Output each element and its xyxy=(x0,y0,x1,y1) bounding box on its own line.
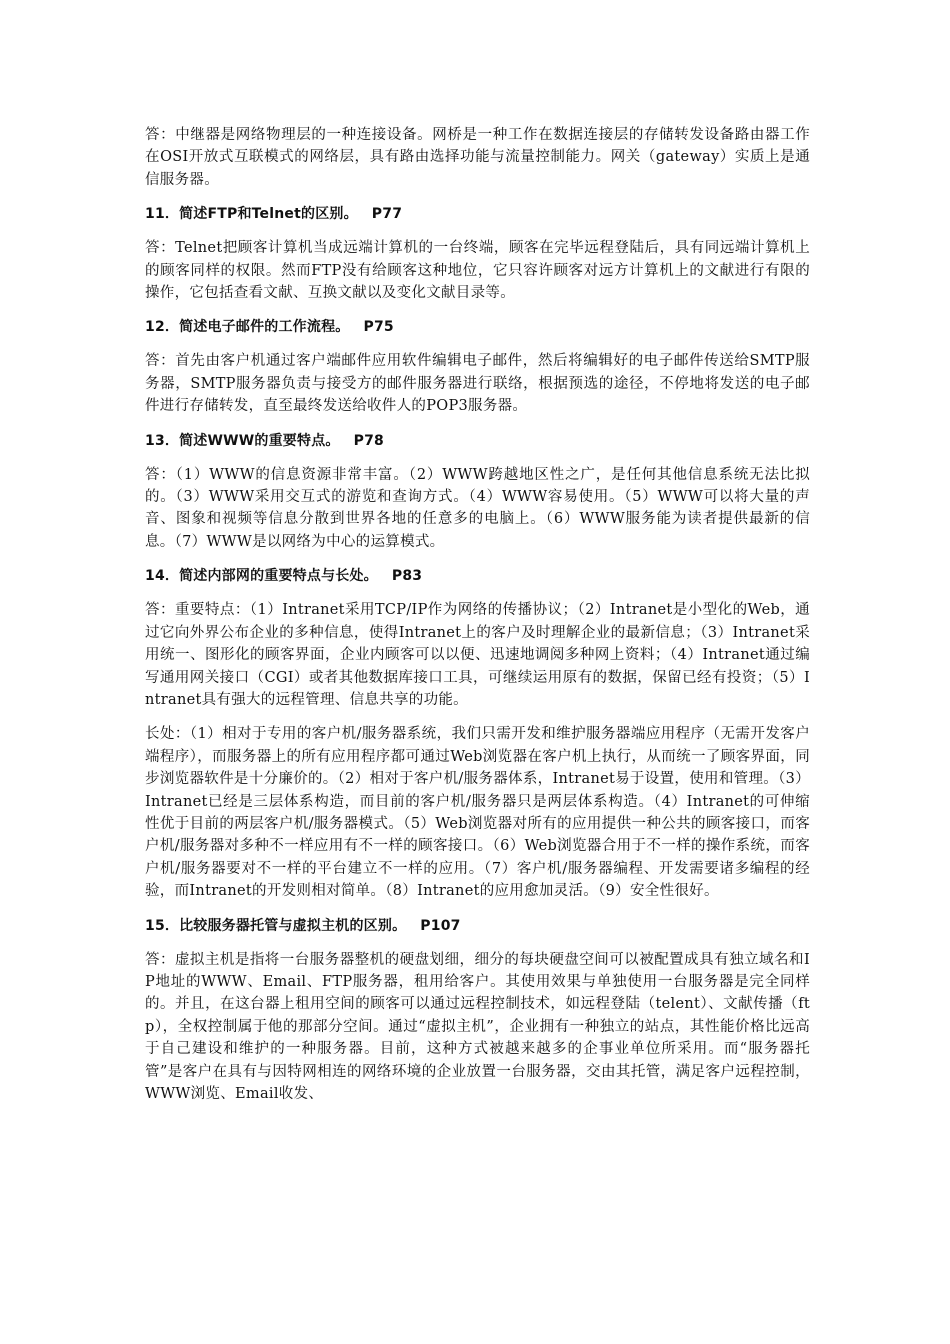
answer-paragraph-q15: 答：虚拟主机是指将一台服务器整机的硬盘划细，细分的每块硬盘空间可以被配置成具有独立域名和IP地址的WWW、Email、FTP服务器，租用给客户。其使用效果与单独使用一台服务器是完全同样的。并且，在这台器上租用空间的顾客可以通过远程控制技术，如远程登陆（telent）、文献传播（ftp），全权控制属于他的那部分空间。通过“虚拟主机”，企业拥有一种独立的站点，其性能价格比远高于自己建设和维护的一种服务器。目前，这种方式被越来越多的企事业单位所采用。而“服务器托管”是客户在具有与因特网相连的网络环境的企业放置一台服务器，交由其托管，满足客户远程控制，WWW浏览、Email收发、 xyxy=(145,951,810,1102)
question-heading-q12 xyxy=(145,316,810,338)
question-title: 15．比较服务器托管与虚拟主机的区别。 xyxy=(145,917,407,934)
question-title: 12．简述电子邮件的工作流程。 xyxy=(145,319,350,336)
question-heading-q15 xyxy=(145,915,810,937)
answer-paragraph-q11: 答：Telnet把顾客计算机当成远端计算机的一台终端，顾客在完毕远程登陆后，具有同远端计算机上的顾客同样的权限。然而FTP没有给顾客这种地位，它只容许顾客对远方计算机上的文献进行有限的操作，它包括查看文献、互换文献以及变化文献目录等。 xyxy=(145,240,810,302)
question-title: 13．简述WWW的重要特点。 xyxy=(145,432,340,449)
answer-paragraph-q12: 答：首先由客户机通过客户端邮件应用软件编辑电子邮件，然后将编辑好的电子邮件传送给SMTP服务器，SMTP服务器负责与接受方的邮件服务器进行联络，根据预选的途径，不停地将发送的电子邮件进行存储转发，直至最终发送给收件人的POP3服务器。 xyxy=(145,353,810,415)
page-reference: P83 xyxy=(391,568,423,585)
question-heading-q14 xyxy=(145,565,810,587)
page-reference: P75 xyxy=(363,319,394,336)
page-reference: P78 xyxy=(353,432,384,449)
question-title: 14．简述内部网的重要特点与长处。 xyxy=(145,568,378,585)
question-heading-q11 xyxy=(145,203,810,225)
answer-paragraph-q13: 答：（1）WWW的信息资源非常丰富。（2）WWW跨越地区性之广，是任何其他信息系统无法比拟的。（3）WWW采用交互式的游览和查询方式。（4）WWW容易使用。（5）WWW可以将大量的声音、图象和视频等信息分散到世界各地的任意多的电脑上。（6）WWW服务能为读者提供最新的信息。（7）WWW是以网络为中心的运算模式。 xyxy=(145,466,810,550)
page-reference: P77 xyxy=(371,206,403,223)
page-reference: P107 xyxy=(420,917,461,934)
paragraph-gap xyxy=(145,711,810,723)
document-page xyxy=(145,124,810,1105)
answer-paragraph-q10: 答：中继器是网络物理层的一种连接设备。网桥是一种工作在数据连接层的存储转发设备路由器工作在OSI开放式互联模式的网络层，具有路由选择功能与流量控制能力。网关（gateway）实质上是通信服务器。 xyxy=(145,127,810,188)
question-title: 11．简述FTP和Telnet的区别。 xyxy=(145,206,358,223)
question-heading-q13 xyxy=(145,430,810,452)
answer-paragraph-q14-advantages: 长处：（1）相对于专用的客户机/服务器系统，我们只需开发和维护服务器端应用程序（无需开发客户端程序），而服务器上的所有应用程序都可通过Web浏览器在客户机上执行，从而统一了顾客界面，同步浏览器软件是十分廉价的。（2）相对于客户机/服务器体系，Intranet易于设置，使用和管理。（3）Intranet已经是三层体系构造，而目前的客户机/服务器只是两层体系构造。（4）Intranet的可伸缩性优于目前的两层客户机/服务器模式。（5）Web浏览器对所有的应用提供一种公共的顾客接口，而客户机/服务器对多种不一样应用有不一样的顾客接口。（6）Web浏览器合用于不一样的操作系统，而客户机/服务器要对不一样的平台建立不一样的应用。（7）客户机/服务器编程、开发需要诸多编程的经验，而Intranet的开发则相对简单。（8）Intranet的应用愈加灵活。（9）安全性很好。 xyxy=(145,726,810,900)
answer-paragraph-q14-features: 答：重要特点：（1）Intranet采用TCP/IP作为网络的传播协议；（2）Intranet是小型化的Web，通过它向外界公布企业的多种信息，使得Intranet上的客户及时理解企业的最新信息；（3）Intranet采用统一、图形化的顾客界面，企业内顾客可以以便、迅速地调阅多种网上资料；（4）Intranet通过编写通用网关接口（CGI）或者其他数据库接口工具，可继续运用原有的数据，保留已经有投资；（5）Intranet具有强大的远程管理、信息共享的功能。 xyxy=(145,602,810,708)
